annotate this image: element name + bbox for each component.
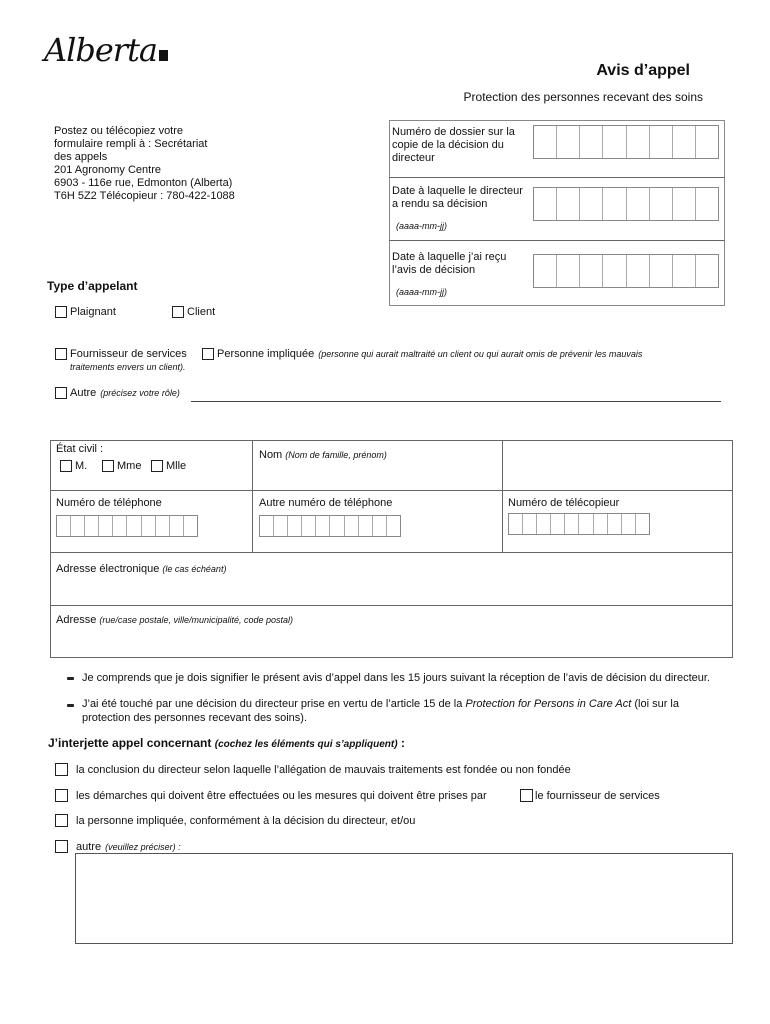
mail-line: 201 Agronomy Centre: [54, 164, 162, 176]
conclusion-label: la conclusion du directeur selon laquelle l’allégation de mauvais traitements est fondée ou non fondée: [76, 763, 571, 776]
miss-option[interactable]: [151, 460, 186, 472]
fax-label: Numéro de télécopieur: [508, 497, 620, 509]
received-date-label: Date à laquelle j’ai reçu l’avis de décision: [392, 251, 507, 276]
decision-date-hint: (aaaa-mm-jj): [396, 221, 448, 231]
appeal-heading-colon: :: [397, 736, 405, 750]
other-role-checkbox[interactable]: [55, 387, 67, 399]
name-label: Nom: [259, 449, 283, 461]
provider-measures-label: le fournisseur de services: [535, 789, 660, 802]
email-field-label: [56, 563, 226, 576]
mailing-address-block: [54, 125, 294, 203]
appeal-option-conclusion[interactable]: [55, 763, 571, 776]
divider: [502, 440, 503, 552]
received-date-hint: (aaaa-mm-jj): [396, 287, 448, 297]
divider: [389, 177, 725, 178]
declaration-text: (loi sur la: [631, 698, 679, 710]
civil-status-label: État civil :: [56, 443, 104, 455]
plaintiff-option[interactable]: [55, 306, 116, 318]
page-subtitle: Protection des personnes recevant des soins: [463, 90, 703, 104]
other-appeal-textarea[interactable]: [75, 853, 733, 944]
appellant-type-heading: Type d’appelant: [47, 279, 138, 293]
mail-line: 6903 - 116e rue, Edmonton (Alberta): [54, 177, 233, 189]
divider: [50, 605, 733, 606]
other-role-label: Autre: [70, 387, 97, 399]
divider: [252, 440, 253, 552]
email-hint: (le cas échéant): [162, 564, 227, 574]
mrs-option[interactable]: [102, 460, 141, 472]
page-title: Avis d’appel: [596, 62, 690, 79]
client-option[interactable]: [172, 306, 215, 318]
address-field-label: [56, 614, 293, 627]
other-appeal-hint: (veuillez préciser) :: [105, 841, 181, 852]
address-label: Adresse: [56, 614, 97, 626]
miss-checkbox[interactable]: [151, 460, 163, 472]
phone-label: Numéro de téléphone: [56, 497, 162, 509]
act-name: Protection for Persons in Care Act: [465, 698, 632, 710]
provider-checkbox[interactable]: [55, 348, 67, 360]
bullet-icon: [67, 677, 74, 680]
plaintiff-label: Plaignant: [70, 306, 116, 318]
involved-label: Personne impliquée: [217, 348, 315, 360]
file-number-input[interactable]: [533, 125, 719, 159]
other-phone-label: Autre numéro de téléphone: [259, 497, 393, 509]
mail-line: formulaire rempli à : Secrétariat: [54, 138, 208, 150]
appeal-option-involved[interactable]: [55, 814, 415, 827]
phone-input[interactable]: [56, 515, 198, 537]
name-field-label: [259, 449, 387, 462]
fax-input[interactable]: [508, 513, 650, 535]
name-hint: (Nom de famille, prénom): [285, 450, 387, 460]
mr-label: M.: [75, 460, 88, 472]
bullet-icon: [67, 704, 74, 707]
conclusion-checkbox[interactable]: [55, 763, 68, 776]
declaration-affected-continued: protection des personnes recevant des soins).: [82, 712, 308, 724]
involved-note: (personne qui aurait maltraité un client ou qui aurait omis de prévenir les mauvais: [318, 349, 643, 359]
other-role-hint: (précisez votre rôle): [100, 388, 180, 398]
mail-line: Postez ou télécopiez votre: [54, 125, 184, 137]
address-hint: (rue/case postale, ville/municipalité, code postal): [99, 615, 294, 625]
mail-line: des appels: [54, 151, 108, 163]
mrs-label: Mme: [117, 460, 142, 472]
other-appeal-label: autre: [76, 840, 102, 853]
declaration-text: J’ai été touché par une décision du directeur prise en vertu de l’article 15 de la: [82, 698, 466, 710]
appeal-heading-note: (cochez les éléments qui s’appliquent): [214, 739, 398, 750]
provider-measures-checkbox[interactable]: [520, 789, 533, 802]
appeal-option-other[interactable]: [55, 840, 181, 853]
divider: [50, 552, 733, 553]
received-date-input[interactable]: [533, 254, 719, 288]
alberta-logo: [44, 30, 168, 70]
miss-label: Mlle: [166, 460, 187, 472]
decision-date-input[interactable]: [533, 187, 719, 221]
involved-person-checkbox[interactable]: [55, 814, 68, 827]
measures-checkbox[interactable]: [55, 789, 68, 802]
decision-date-label: Date à laquelle le directeur a rendu sa décision: [392, 185, 523, 210]
provider-option[interactable]: [55, 348, 187, 360]
appeal-option-measures[interactable]: [55, 789, 487, 802]
provider-label: Fournisseur de services: [70, 348, 187, 360]
logo-text: Alberta: [44, 31, 157, 69]
file-number-label: Numéro de dossier sur la copie de la décision du directeur: [392, 126, 515, 164]
mail-line: T6H 5Z2 Télécopieur : 780-422-1088: [54, 190, 235, 202]
declaration-affected: [82, 698, 732, 711]
email-input[interactable]: [52, 578, 730, 602]
measures-label: les démarches qui doivent être effectuées ou les mesures qui doivent être prises par: [76, 789, 487, 802]
other-role-input[interactable]: [191, 401, 721, 402]
mrs-checkbox[interactable]: [102, 460, 114, 472]
appeal-option-provider[interactable]: [520, 789, 660, 802]
divider: [50, 490, 733, 491]
mr-checkbox[interactable]: [60, 460, 72, 472]
involved-person-label: la personne impliquée, conformément à la décision du directeur, et/ou: [76, 814, 416, 827]
other-phone-input[interactable]: [259, 515, 401, 537]
client-checkbox[interactable]: [172, 306, 184, 318]
other-appeal-checkbox[interactable]: [55, 840, 68, 853]
logo-mark-icon: [159, 50, 168, 61]
mr-option[interactable]: [60, 460, 87, 472]
involved-option[interactable]: [202, 348, 642, 360]
involved-checkbox[interactable]: [202, 348, 214, 360]
other-role-option[interactable]: [55, 387, 180, 399]
email-label: Adresse électronique: [56, 563, 160, 575]
appeal-heading: [48, 736, 405, 750]
divider: [389, 240, 725, 241]
address-input[interactable]: [52, 630, 730, 655]
plaintiff-checkbox[interactable]: [55, 306, 67, 318]
declaration-deadline: Je comprends que je dois signifier le présent avis d’appel dans les 15 jours suivant la réception de l’avis de décision du directeur.: [82, 672, 710, 684]
involved-note-continued: traitements envers un client).: [70, 362, 186, 372]
client-label: Client: [187, 306, 216, 318]
appeal-heading-text: J’interjette appel concernant: [48, 736, 212, 750]
